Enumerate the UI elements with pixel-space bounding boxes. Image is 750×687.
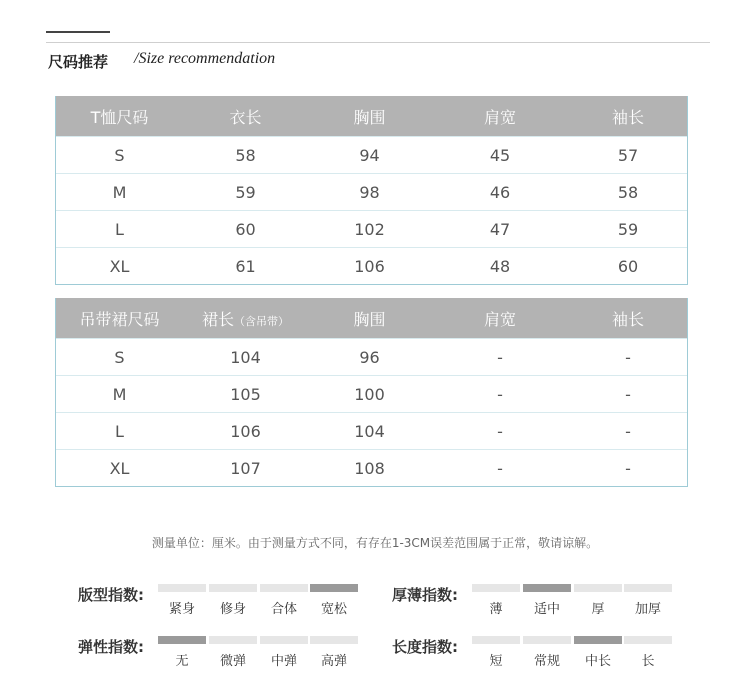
- elasticity-option: [260, 636, 308, 669]
- thickness-option: [472, 584, 520, 617]
- elasticity-option-label: 高弹: [320, 654, 347, 669]
- table-cell: 104: [230, 347, 261, 367]
- fit-option-label: 合体: [270, 602, 297, 617]
- thickness-index: [392, 584, 682, 620]
- column-header-label: 裙长: [201, 309, 234, 329]
- length-index-label: 长度指数:: [392, 638, 458, 656]
- length-option: [523, 636, 571, 669]
- thickness-option-label: 适中: [533, 602, 560, 617]
- table-cell: 59: [235, 182, 256, 202]
- table-row: [56, 338, 687, 375]
- header-accent-bar: [46, 31, 110, 33]
- column-header: 袖长: [611, 309, 644, 329]
- table-row: [56, 449, 687, 486]
- table-cell: -: [497, 458, 503, 478]
- table-cell: -: [497, 384, 503, 404]
- fit-option-bar: [310, 584, 358, 592]
- table-cell: M: [112, 384, 127, 404]
- column-header: 衣长: [229, 107, 262, 127]
- header-divider: [46, 42, 710, 43]
- table-cell: M: [112, 182, 127, 202]
- table-cell: 58: [617, 182, 639, 202]
- length-option: [624, 636, 672, 669]
- elasticity-option-label: 中弹: [270, 654, 297, 669]
- thickness-option: [574, 584, 622, 617]
- column-header: [183, 307, 308, 330]
- elasticity-option-label: 无: [175, 654, 189, 669]
- length-option-label: 中长: [584, 654, 611, 669]
- elasticity-option-label: 微弹: [219, 654, 246, 669]
- length-option: [472, 636, 520, 669]
- column-header: 胸围: [353, 309, 386, 329]
- measurement-note: 测量单位：厘米。由于测量方式不同，有存在1-3CM误差范围属于正常，敬请谅解。: [151, 536, 599, 550]
- table-cell: 48: [489, 256, 511, 276]
- table-row: [56, 136, 687, 173]
- thickness-index-label: 厚薄指数:: [392, 586, 458, 604]
- table-cell: 102: [354, 219, 385, 239]
- column-header: 胸围: [353, 107, 386, 127]
- column-header: 肩宽: [483, 309, 516, 329]
- table-cell: 57: [617, 145, 639, 165]
- table-cell: 46: [489, 182, 511, 202]
- fit-option: [158, 584, 206, 617]
- fit-option-label: 宽松: [320, 602, 347, 617]
- elasticity-option-bar: [260, 636, 308, 644]
- fit-option: [260, 584, 308, 617]
- fit-index: [78, 584, 368, 620]
- table-cell: L: [115, 421, 124, 441]
- table-cell: XL: [109, 256, 130, 276]
- thickness-option-bar: [624, 584, 672, 592]
- fit-option-bar: [260, 584, 308, 592]
- table-row: [56, 210, 687, 247]
- table-cell: 47: [489, 219, 511, 239]
- thickness-option: [523, 584, 571, 617]
- table-cell: 60: [235, 219, 256, 239]
- table-cell: 60: [617, 256, 639, 276]
- fit-option-bar: [209, 584, 257, 592]
- length-index: [392, 636, 682, 672]
- length-option-bar: [624, 636, 672, 644]
- table-row: [56, 173, 687, 210]
- table-cell: 100: [354, 384, 385, 404]
- table-cell: -: [625, 458, 631, 478]
- thickness-option-bar: [523, 584, 571, 592]
- table-cell: 107: [230, 458, 261, 478]
- table-cell: 105: [230, 384, 261, 404]
- dress-size-table: [55, 298, 688, 487]
- section-subtitle: /Size recommendation: [134, 50, 276, 67]
- table-cell: 108: [354, 458, 385, 478]
- table-header-row: [56, 298, 687, 338]
- length-option: [574, 636, 622, 669]
- page-header: [46, 0, 710, 80]
- elasticity-option: [158, 636, 206, 669]
- elasticity-index: [78, 636, 368, 672]
- fit-option: [310, 584, 358, 617]
- elasticity-option-bar: [310, 636, 358, 644]
- table-row: [56, 375, 687, 412]
- table-cell: L: [115, 219, 124, 239]
- table-cell: -: [497, 421, 503, 441]
- fit-option-bar: [158, 584, 206, 592]
- length-option-bar: [523, 636, 571, 644]
- fit-option: [209, 584, 257, 617]
- table-cell: S: [114, 145, 125, 165]
- table-cell: 94: [359, 145, 380, 165]
- thickness-option: [624, 584, 672, 617]
- table-row: [56, 247, 687, 284]
- fit-option-label: 修身: [219, 602, 246, 617]
- thickness-option-label: 厚: [591, 602, 605, 617]
- thickness-option-bar: [574, 584, 622, 592]
- table-cell: XL: [109, 458, 130, 478]
- column-header: 吊带裙尺码: [79, 309, 160, 329]
- elasticity-option: [310, 636, 358, 669]
- length-option-label: 常规: [533, 654, 560, 669]
- table-cell: 45: [489, 145, 511, 165]
- table-cell: S: [114, 347, 125, 367]
- length-option-bar: [472, 636, 520, 644]
- table-cell: -: [625, 421, 631, 441]
- tshirt-size-table: [55, 96, 688, 285]
- length-option-bar: [574, 636, 622, 644]
- column-header-note: （含吊带）: [234, 314, 289, 328]
- table-cell: 106: [230, 421, 261, 441]
- table-cell: -: [497, 347, 503, 367]
- table-cell: -: [625, 384, 631, 404]
- length-option-label: 短: [489, 654, 503, 669]
- thickness-option-label: 加厚: [634, 602, 661, 617]
- table-cell: 96: [359, 347, 380, 367]
- table-cell: 59: [617, 219, 639, 239]
- thickness-option-label: 薄: [489, 602, 503, 617]
- fit-option-label: 紧身: [168, 602, 195, 617]
- thickness-option-bar: [472, 584, 520, 592]
- table-cell: 58: [235, 145, 256, 165]
- length-option-label: 长: [641, 654, 655, 669]
- table-row: [56, 412, 687, 449]
- table-cell: 104: [354, 421, 385, 441]
- elasticity-option-bar: [209, 636, 257, 644]
- elasticity-index-label: 弹性指数:: [78, 638, 144, 656]
- table-cell: 106: [354, 256, 385, 276]
- elasticity-option: [209, 636, 257, 669]
- table-cell: 98: [359, 182, 380, 202]
- fit-index-label: 版型指数:: [78, 586, 144, 604]
- elasticity-option-bar: [158, 636, 206, 644]
- table-cell: 61: [235, 256, 256, 276]
- column-header: 肩宽: [483, 107, 516, 127]
- column-header: T恤尺码: [90, 107, 149, 127]
- section-title: 尺码推荐: [48, 53, 109, 71]
- table-header-row: [56, 96, 687, 136]
- table-cell: -: [625, 347, 631, 367]
- column-header: 袖长: [611, 107, 644, 127]
